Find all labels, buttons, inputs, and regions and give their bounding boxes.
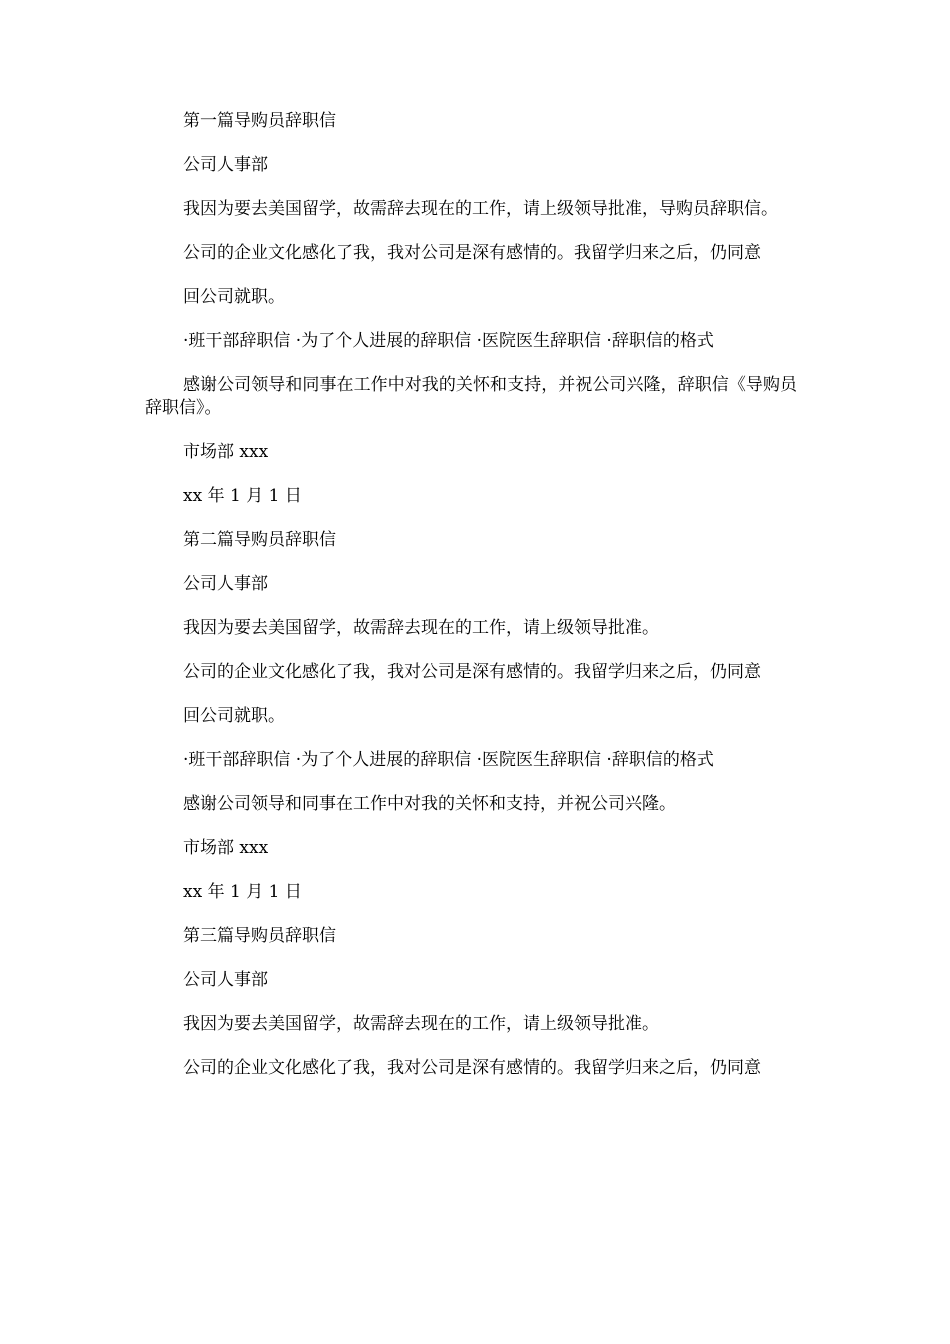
letter-1-related-links: ·班干部辞职信 ·为了个人进展的辞职信 ·医院医生辞职信 ·辞职信的格式 [183,331,714,351]
letter-2-related-links: ·班干部辞职信 ·为了个人进展的辞职信 ·医院医生辞职信 ·辞职信的格式 [183,750,714,770]
letter-1-recipient: 公司人事部 [183,155,268,175]
letter-1-body-culture: 公司的企业文化感化了我，我对公司是深有感情的。我留学归来之后，仍同意 [183,243,761,263]
letter-2-title: 第二篇导购员辞职信 [183,530,336,550]
letter-3-title: 第三篇导购员辞职信 [183,926,336,946]
letter-2-signature: 市场部 xxx [183,838,269,858]
letter-1-body-return: 回公司就职。 [183,287,285,307]
letter-2-body-reason: 我因为要去美国留学，故需辞去现在的工作，请上级领导批准。 [183,618,659,638]
letter-1-body-reason: 我因为要去美国留学，故需辞去现在的工作，请上级领导批准，导购员辞职信。 [183,199,778,219]
letter-2-body-culture: 公司的企业文化感化了我，我对公司是深有感情的。我留学归来之后，仍同意 [183,662,761,682]
letter-1-title: 第一篇导购员辞职信 [183,111,336,131]
letter-1-date: xx 年 1 月 1 日 [183,486,302,506]
letter-3-body-culture: 公司的企业文化感化了我，我对公司是深有感情的。我留学归来之后，仍同意 [183,1058,761,1078]
letter-2-date: xx 年 1 月 1 日 [183,882,302,902]
letter-3-body-reason: 我因为要去美国留学，故需辞去现在的工作，请上级领导批准。 [183,1014,659,1034]
letter-2-recipient: 公司人事部 [183,574,268,594]
document-page [145,110,797,1101]
letter-1-signature: 市场部 xxx [183,442,269,462]
letter-2-body-return: 回公司就职。 [183,706,285,726]
letter-3-recipient: 公司人事部 [183,970,268,990]
letter-2-body-thanks: 感谢公司领导和同事在工作中对我的关怀和支持，并祝公司兴隆。 [183,794,676,814]
letter-1-body-thanks: 感谢公司领导和同事在工作中对我的关怀和支持，并祝公司兴隆，辞职信《导购员辞职信》。 [145,375,797,418]
